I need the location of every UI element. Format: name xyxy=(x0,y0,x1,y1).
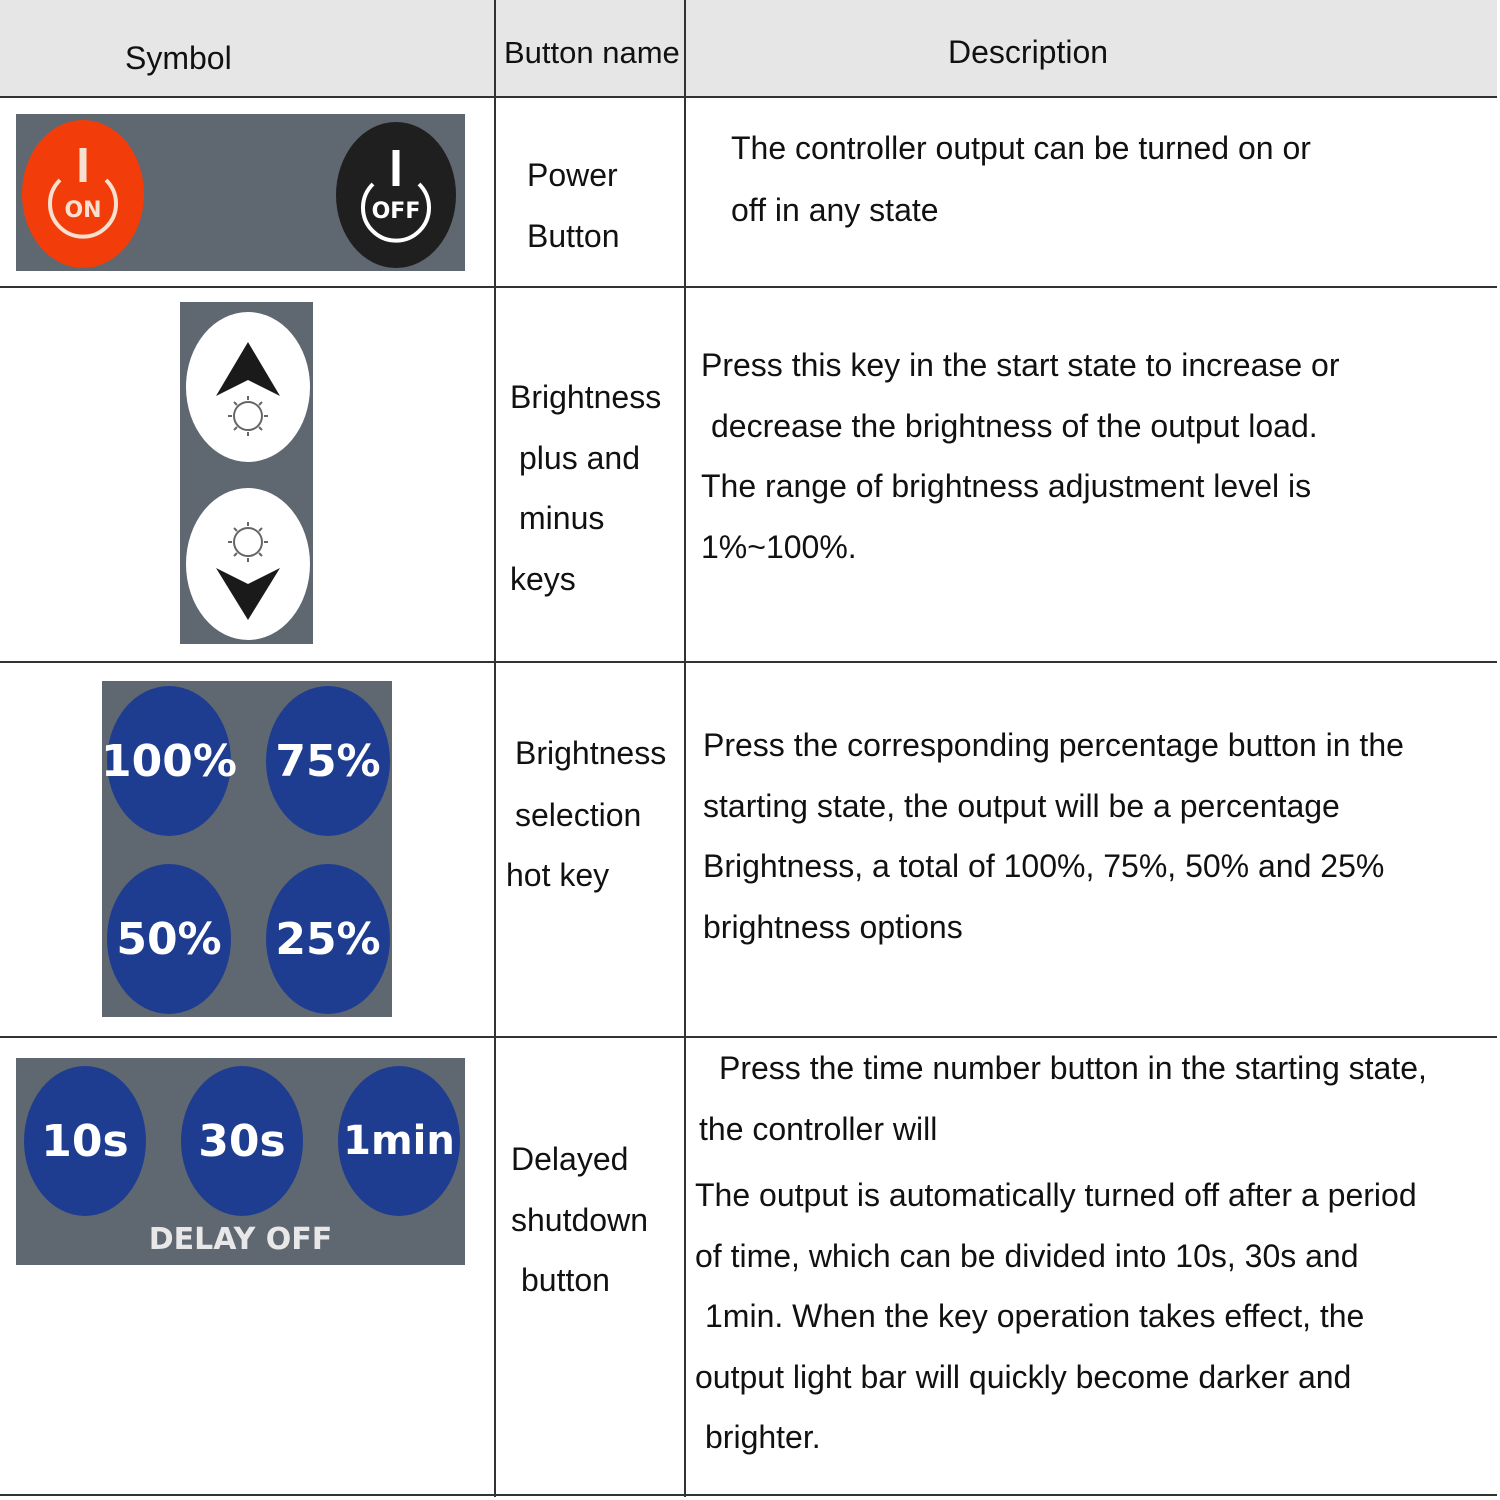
name-line: minus xyxy=(519,500,605,536)
desc-line: starting state, the output will be a percentage xyxy=(703,788,1340,824)
brightness-25-button: 25% xyxy=(266,864,390,1014)
desc-line: Press the corresponding percentage button in the xyxy=(703,727,1404,763)
desc-line: Press the time number button in the starting state, xyxy=(719,1050,1427,1086)
desc-line: The output is automatically turned off after a period xyxy=(695,1177,1417,1213)
brightness-50-button: 50% xyxy=(107,864,231,1014)
delay-10s-button: 10s xyxy=(24,1066,146,1216)
desc-line: 1%~100%. xyxy=(701,529,857,565)
name-line: Brightness xyxy=(510,379,662,415)
name-line: plus and xyxy=(519,440,640,476)
desc-line: The controller output can be turned on or xyxy=(731,130,1311,166)
power-panel xyxy=(16,114,465,271)
delay-off-caption: DELAY OFF xyxy=(148,1222,333,1257)
power-on-button xyxy=(22,120,144,268)
brightness-up-button xyxy=(186,312,310,462)
name-line: hot key xyxy=(506,857,610,893)
arrow-up-sun-icon xyxy=(186,312,310,462)
power-icon xyxy=(22,120,144,268)
name-line: Brightness xyxy=(515,735,667,771)
divider xyxy=(494,0,496,1497)
delay-1min-button: 1min xyxy=(338,1066,460,1216)
divider xyxy=(0,1494,1497,1496)
divider xyxy=(0,96,1497,98)
desc-line: brighter. xyxy=(705,1419,821,1455)
brightness-100-button: 100% xyxy=(107,686,231,836)
sun-arrow-down-icon xyxy=(186,488,310,640)
desc-line: output light bar will quickly become darker and xyxy=(695,1359,1352,1395)
name-line: button xyxy=(521,1262,610,1298)
brightness-down-button xyxy=(186,488,310,640)
header-symbol: Symbol xyxy=(125,40,232,76)
header-button-name: Button name xyxy=(504,35,680,70)
divider xyxy=(0,661,1497,663)
desc-line: decrease the brightness of the output load. xyxy=(711,408,1318,444)
desc-line: the controller will xyxy=(699,1111,938,1147)
name-line: shutdown xyxy=(511,1202,648,1238)
name-line: keys xyxy=(510,561,576,597)
brightness-75-button: 75% xyxy=(266,686,390,836)
power-off-button xyxy=(336,122,456,268)
power-icon xyxy=(336,122,456,268)
desc-line: brightness options xyxy=(703,909,963,945)
desc-line: off in any state xyxy=(731,192,939,228)
header-description: Description xyxy=(948,34,1109,70)
desc-line: of time, which can be divided into 10s, 30s and xyxy=(695,1238,1359,1274)
on-label: ON xyxy=(64,197,102,223)
name-line: selection xyxy=(515,797,642,833)
desc-line: Press this key in the start state to increase or xyxy=(701,347,1340,383)
desc-line: 1min. When the key operation takes effect, the xyxy=(705,1298,1365,1334)
divider xyxy=(0,286,1497,288)
name-line: Power xyxy=(527,157,618,193)
delay-30s-button: 30s xyxy=(181,1066,303,1216)
name-line: Button xyxy=(527,218,620,254)
brightness-hotkey-panel xyxy=(102,681,392,1017)
desc-line: Brightness, a total of 100%, 75%, 50% and 25% xyxy=(703,848,1385,884)
name-line: Delayed xyxy=(511,1141,629,1177)
off-label: OFF xyxy=(371,198,421,224)
brightness-adjust-panel xyxy=(180,302,313,644)
desc-line: The range of brightness adjustment level is xyxy=(701,468,1312,504)
delay-off-panel xyxy=(16,1058,465,1265)
divider xyxy=(684,0,686,1497)
